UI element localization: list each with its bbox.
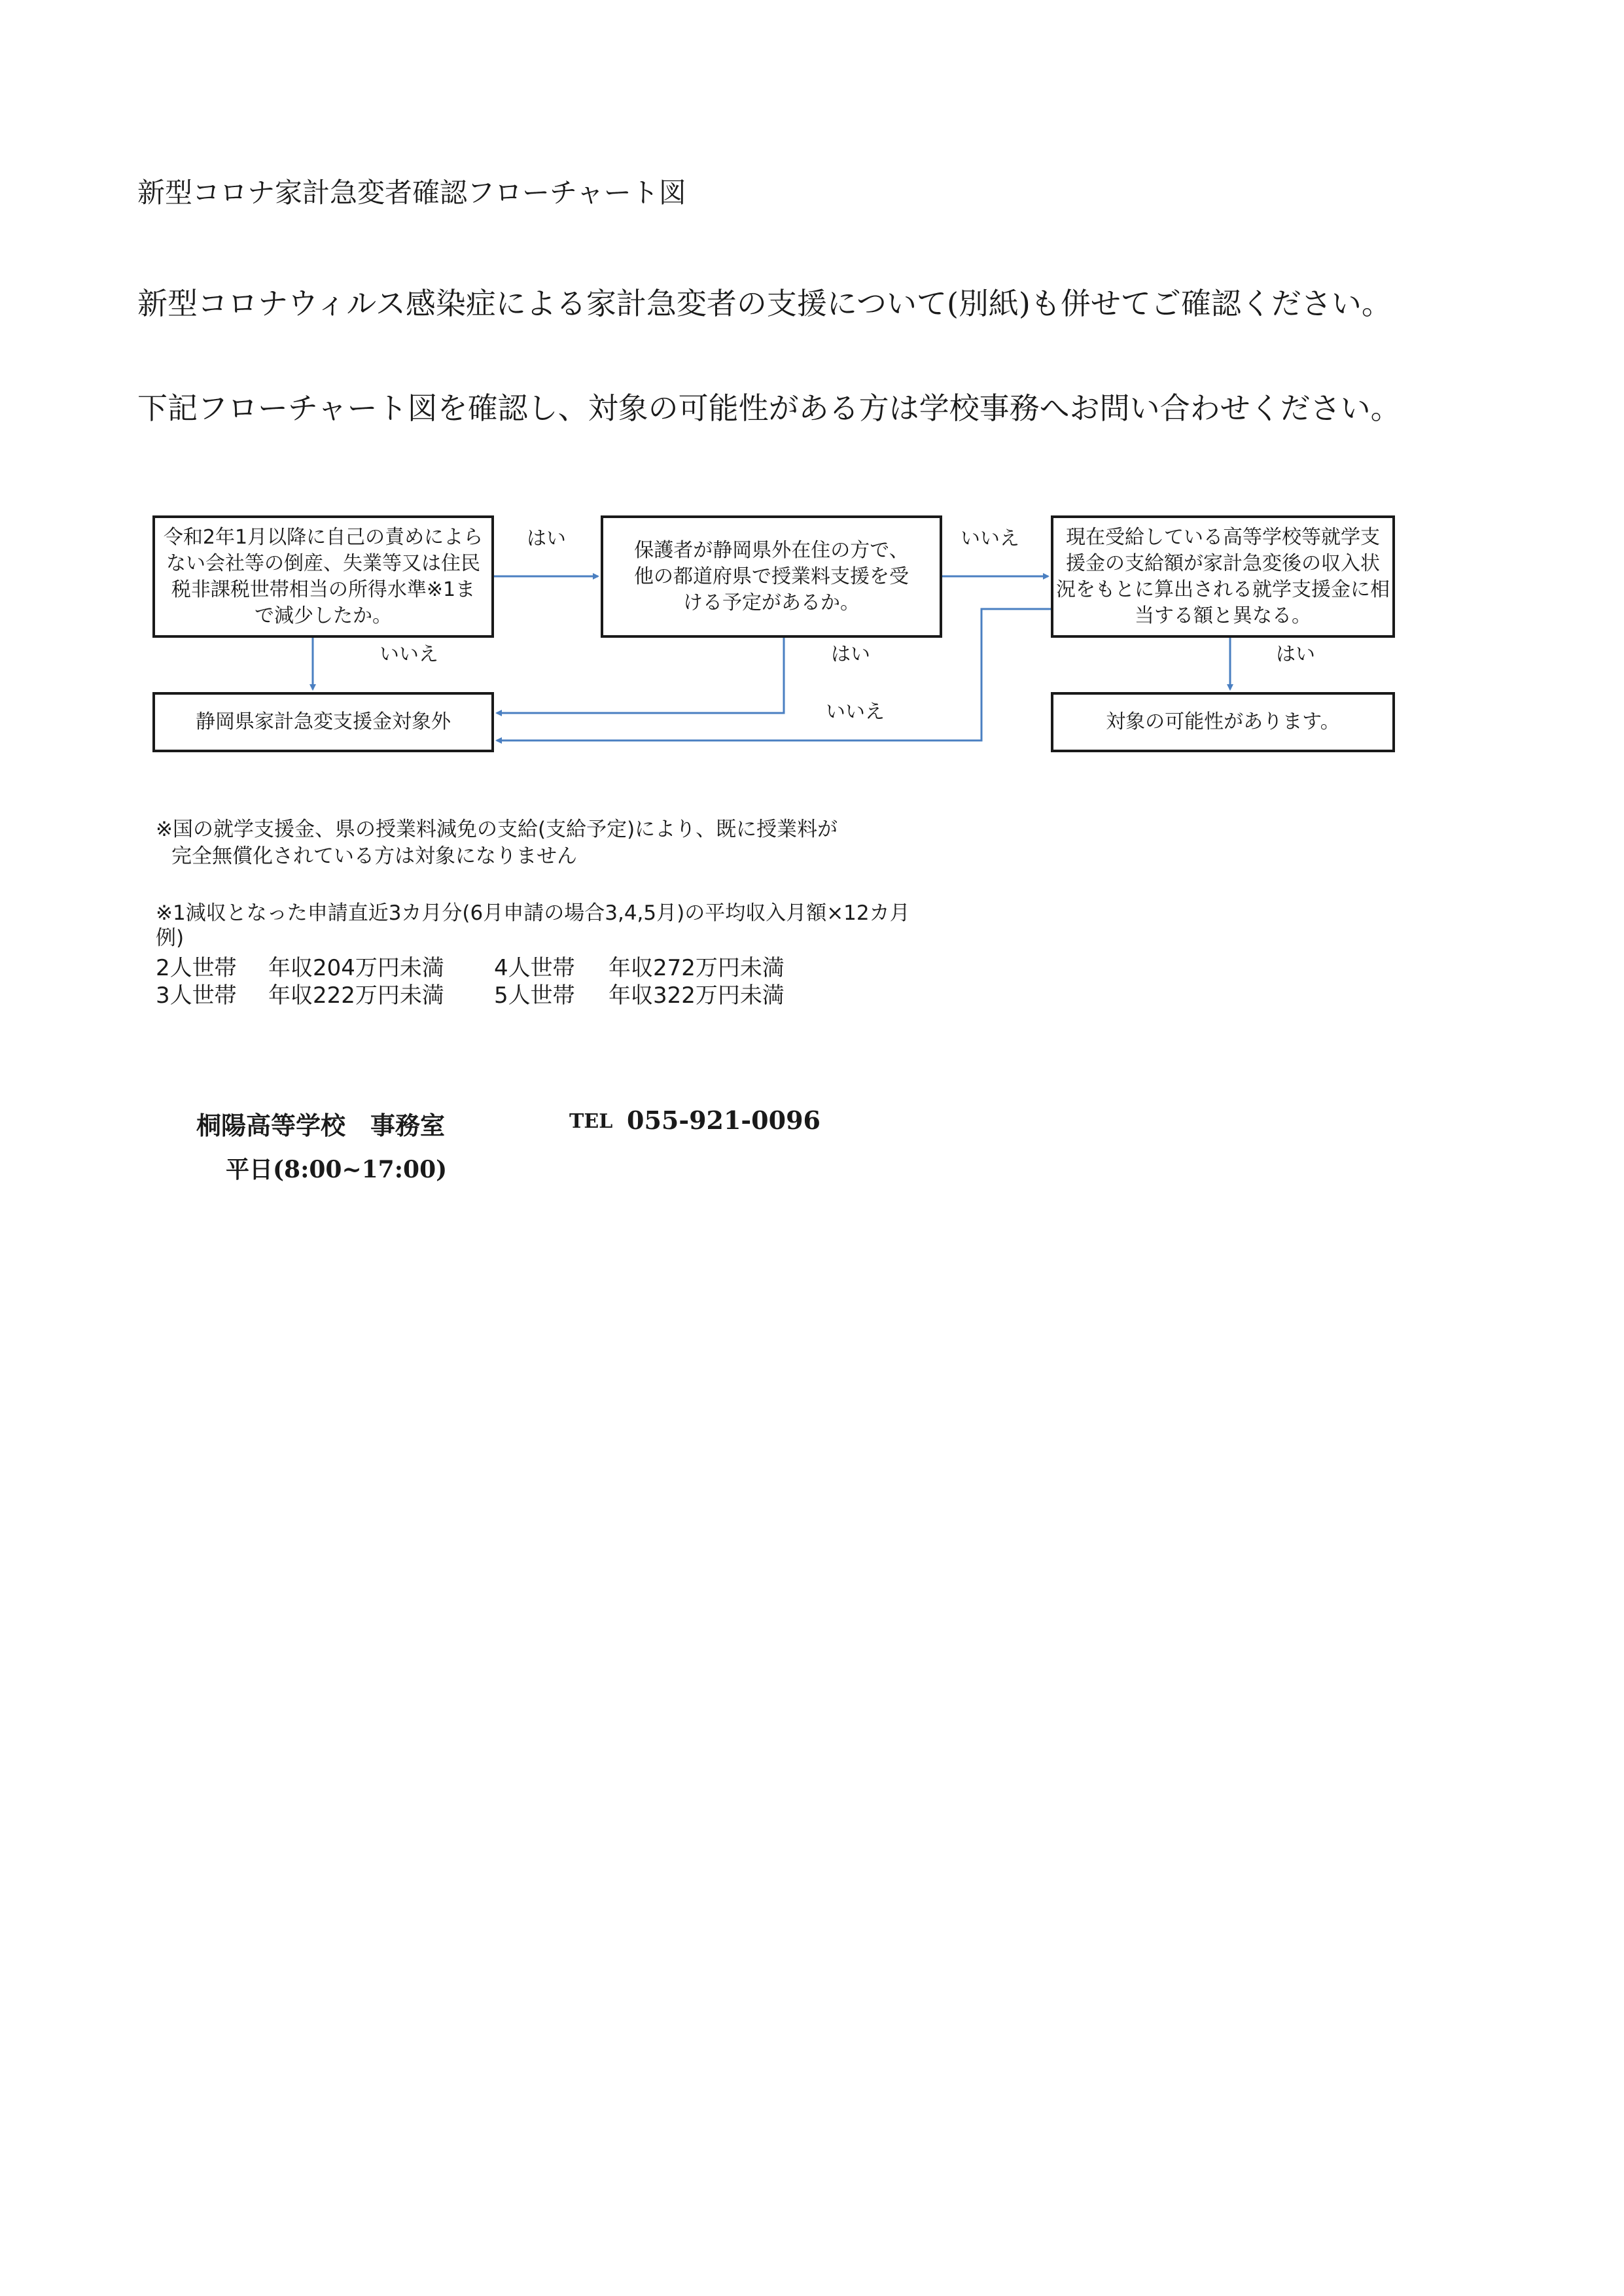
arrow-b2-to-b4 [497,638,784,713]
flow-box-possibly-eligible [1051,692,1395,752]
income-household-5: 5人世帯 [494,983,575,1009]
note-1-line-1: ※国の就学支援金、県の授業料減免の支給(支給予定)により、既に授業料が [156,818,838,841]
flow-box-not-eligible [152,692,494,752]
label-b3-no: いいえ [826,701,885,723]
label-b2-no: いいえ [961,527,1019,550]
flow-box-possibly-eligible-text: 対象の可能性があります。 [1106,710,1340,733]
label-b1-yes: はい [527,527,566,550]
intro-line-2: 下記フローチャート図を確認し、対象の可能性がある方は学校事務へお問い合わせください。 [137,391,1401,426]
income-limit-3: 年収222万円未満 [268,983,444,1009]
flow-box-not-eligible-text: 静岡県家計急変支援金対象外 [196,710,451,733]
flow-box-support-amount-text: 現在受給している高等学校等就学支 援金の支給額が家計急変後の収入状 況をもとに算出される就学支援金に相 当する額と異なる。 [1056,525,1390,627]
note-2-line-1: ※1減収となった申請直近3カ月分(6月申請の場合3,4,5月)の平均収入月額×12カ月 [156,901,910,925]
note-1-line-2: 完全無償化されている方は対象になりません [171,844,577,868]
label-b3-yes: はい [1276,643,1315,666]
intro-line-1: 新型コロナウィルス感染症による家計急変者の支援について(別紙)も併せてご確認ください。 [137,286,1392,321]
contact-school: 桐陽高等学校 事務室 [196,1111,446,1140]
income-household-4: 4人世帯 [494,955,575,981]
flow-box-outside-prefecture [601,515,942,638]
contact-tel: 055-921-0096 [627,1105,821,1135]
flow-box-income-drop-text: 令和2年1月以降に自己の責めによら ない会社等の倒産、失業等又は住民 税非課税世帯相当の所得水準※1ま で減少したか。 [163,525,484,627]
income-limit-5: 年収322万円未満 [609,983,785,1009]
flow-box-income-drop [152,515,494,638]
income-limit-2: 年収204万円未満 [268,955,444,981]
page-title: 新型コロナ家計急変者確認フローチャート図 [137,177,686,209]
contact-hours: 平日(8:00~17:00) [226,1156,448,1183]
flow-box-outside-prefecture-text: 保護者が静岡県外在住の方で、 他の都道府県で授業料支援を受 ける予定があるか。 [634,538,909,614]
income-limit-4: 年収272万円未満 [609,955,785,981]
flow-box-support-amount [1051,515,1395,638]
contact-tel-label: TEL [569,1110,613,1133]
note-2-line-2: 例) [156,926,185,950]
income-household-3: 3人世帯 [156,983,237,1009]
label-b1-no: いいえ [380,643,438,666]
label-b2-yes: はい [831,643,870,666]
income-household-2: 2人世帯 [156,955,237,981]
